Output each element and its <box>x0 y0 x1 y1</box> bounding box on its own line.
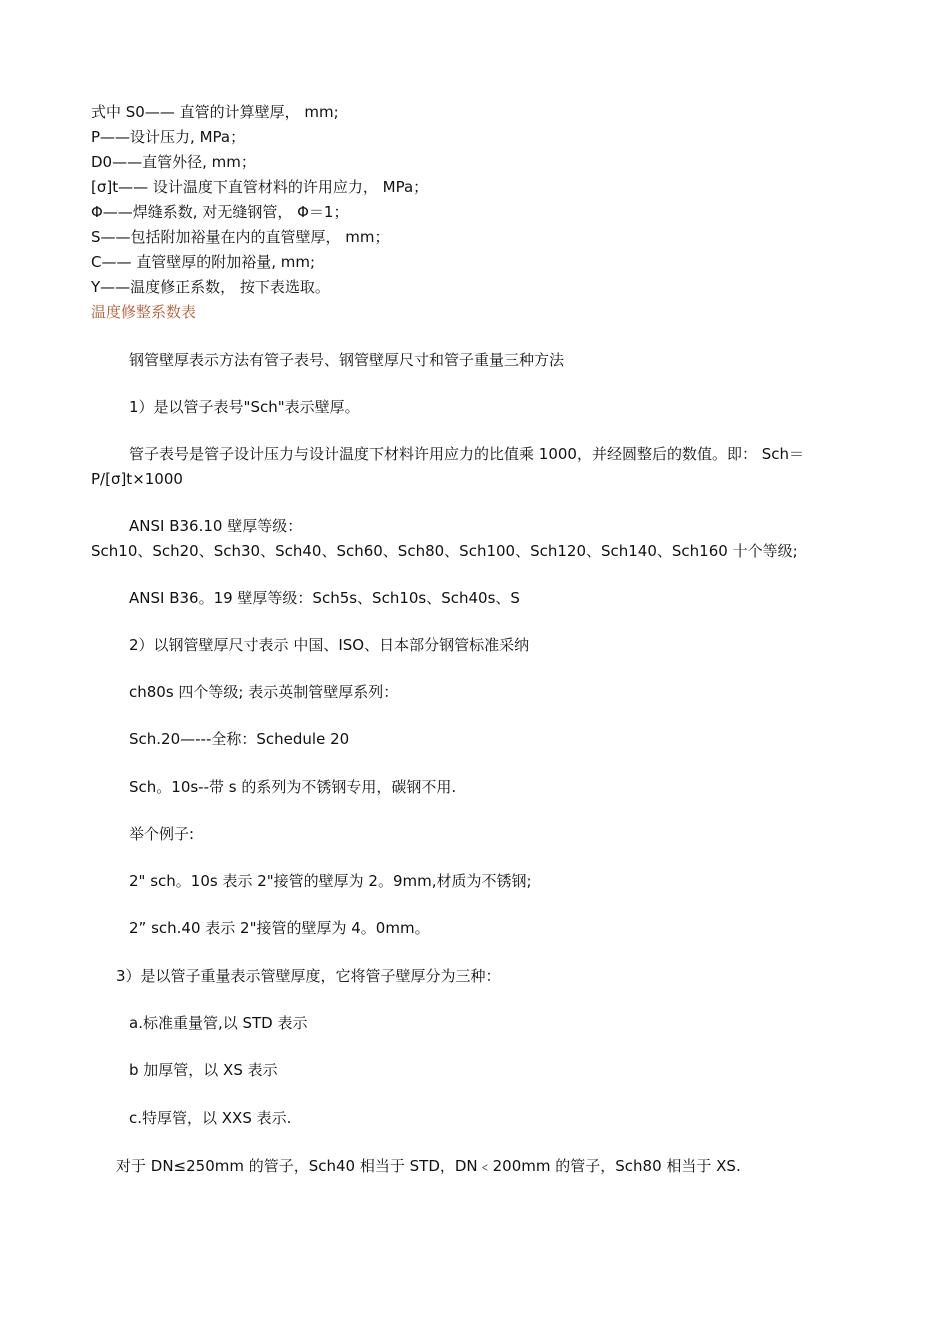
intro-paragraph: 钢管壁厚表示方法有管子表号、钢管壁厚尺寸和管子重量三种方法 <box>129 351 565 369</box>
definition-p: P——设计压力, MPa； <box>91 128 246 146</box>
item3-a: a.标准重量管,以 STD 表示 <box>129 1014 308 1032</box>
item1-description: 管子表号是管子设计压力与设计温度下材料许用应力的比值乘 1000，并经圆整后的数值。即： Sch＝P/[σ]t×1000 <box>91 445 804 488</box>
definition-s0: 式中 S0—— 直管的计算壁厚， mm; <box>91 103 339 121</box>
example-1: 2" sch。10s 表示 2"接管的壁厚为 2。9mm,材质为不锈钢; <box>129 872 532 890</box>
sch10s-line: Sch。10s--带 s 的系列为不锈钢专用，碳钢不用. <box>129 778 457 796</box>
ansi-b3610-grades: Sch10、Sch20、Sch30、Sch40、Sch60、Sch80、Sch100、Sch120、Sch140、Sch160 十个等级; <box>91 542 798 560</box>
definition-s: S——包括附加裕量在内的直管壁厚， mm； <box>91 228 390 246</box>
definition-d0: D0——直管外径, mm； <box>91 153 256 171</box>
item2-title: 2）以钢管壁厚尺寸表示 中国、ISO、日本部分钢管标准采纳 <box>129 636 530 654</box>
conclusion-line: 对于 DN≤250mm 的管子，Sch40 相当于 STD，DN﹤200mm 的管子，Sch80 相当于 XS. <box>116 1157 741 1175</box>
item3-c: c.特厚管，以 XXS 表示. <box>129 1109 292 1127</box>
example-label: 举个例子: <box>129 825 195 843</box>
ansi-b3610-label: ANSI B36.10 壁厚等级： <box>129 517 303 535</box>
ch80s-line: ch80s 四个等级; 表示英制管壁厚系列： <box>129 683 399 701</box>
definition-c: C—— 直管壁厚的附加裕量, mm; <box>91 253 316 271</box>
definition-phi: Φ——焊缝系数, 对无缝钢管， Φ＝1； <box>91 203 349 221</box>
sch20-line: Sch.20—---全称：Schedule 20 <box>129 730 350 748</box>
item3-title: 3）是以管子重量表示管壁厚度，它将管子壁厚分为三种： <box>116 967 501 985</box>
example-2: 2” sch.40 表示 2"接管的壁厚为 4。0mm。 <box>129 919 430 937</box>
item3-b: b 加厚管，以 XS 表示 <box>129 1061 278 1079</box>
temperature-coefficient-table-link[interactable]: 温度修整系数表 <box>91 303 197 321</box>
item1-title: 1）是以管子表号"Sch"表示壁厚。 <box>129 398 360 416</box>
definition-sigma: [σ]t—— 设计温度下直管材料的许用应力， MPa； <box>91 178 429 196</box>
definition-y: Y——温度修正系数， 按下表选取。 <box>91 278 330 296</box>
ansi-b3610-block <box>91 514 891 564</box>
ansi-b3619-line: ANSI B36。19 壁厚等级：Sch5s、Sch10s、Sch40s、S <box>129 589 520 607</box>
